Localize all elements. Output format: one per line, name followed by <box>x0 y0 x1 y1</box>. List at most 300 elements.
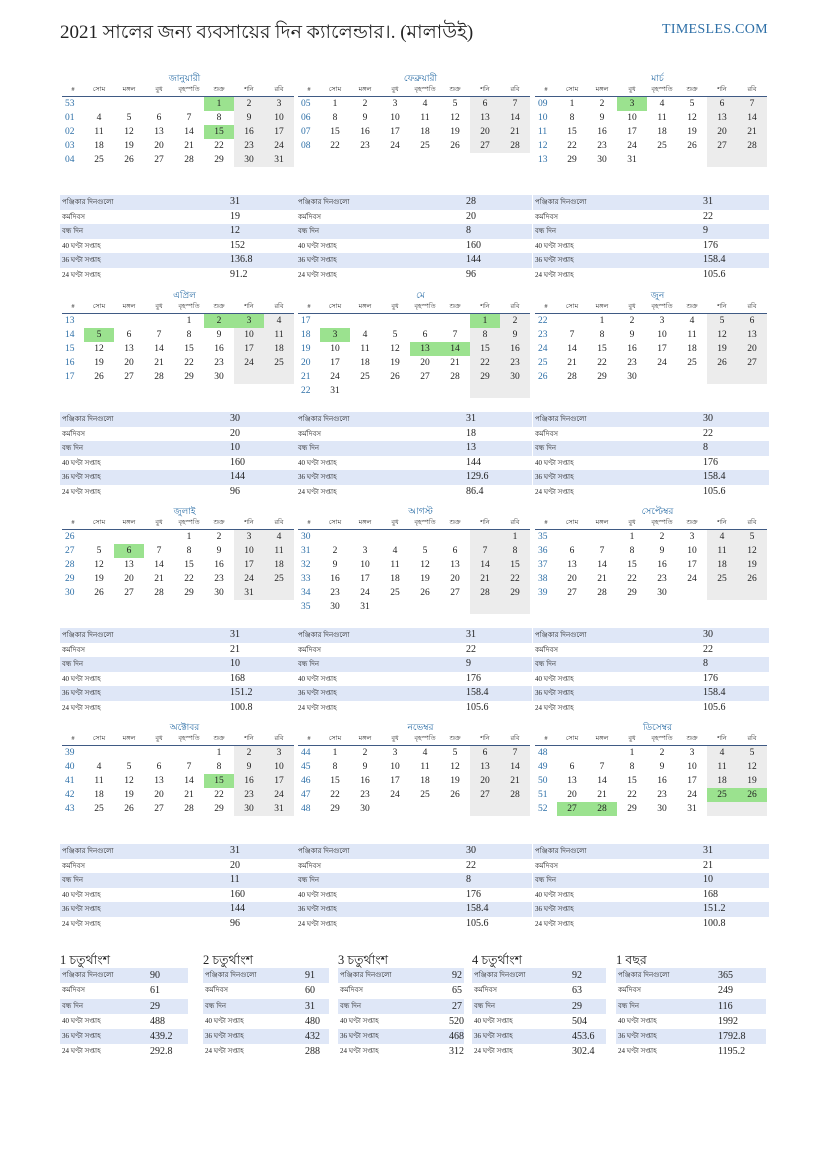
weekday-header: বৃহস্পতি <box>410 301 440 314</box>
day-cell: 14 <box>184 776 194 786</box>
weekday-header: বুধ <box>144 301 174 314</box>
day-cell: 20 <box>737 342 767 356</box>
day-cell: 12 <box>687 113 697 123</box>
week-number: 42 <box>65 790 75 800</box>
weekday-header: বুধ <box>144 733 174 746</box>
empty-cell <box>410 802 440 816</box>
stat-label: 24 ঘণ্টা সপ্তাহ <box>535 703 574 712</box>
stat-label: 36 ঘণ্টা সপ্তাহ <box>298 689 337 697</box>
stat-row <box>533 686 769 701</box>
week-number: 19 <box>301 344 311 354</box>
week-number: 39 <box>65 748 75 758</box>
stat-row <box>60 253 296 268</box>
day-cell: 25 <box>264 572 294 586</box>
stat-label: কর্মদিবস <box>474 986 497 995</box>
stat-row <box>533 657 769 672</box>
day-cell: 26 <box>420 588 430 598</box>
stat-value: 65 <box>452 985 462 997</box>
day-cell: 23 <box>500 356 530 370</box>
day-cell: 20 <box>154 141 164 151</box>
week-number: 30 <box>65 588 75 598</box>
stat-row <box>616 999 766 1014</box>
day-cell: 14 <box>470 558 500 572</box>
stat-row <box>296 224 532 239</box>
day-cell: 23 <box>234 788 264 802</box>
day-cell: 18 <box>360 358 370 368</box>
day-cell: 8 <box>470 328 500 342</box>
week-number: 35 <box>301 602 311 612</box>
day-cell: 20 <box>450 574 460 584</box>
day-cell: 13 <box>450 560 460 570</box>
month-calendar <box>535 72 760 167</box>
quarter-title: 1 চতুর্থাংশ <box>60 953 110 967</box>
day-cell: 30 <box>214 588 224 598</box>
empty-cell <box>264 586 294 600</box>
stat-row <box>296 844 532 859</box>
stat-label: 36 ঘণ্টা সপ্তাহ <box>298 905 337 913</box>
weekday-header: সোম <box>320 84 350 97</box>
day-cell: 13 <box>470 760 500 774</box>
brand-link[interactable]: TIMESLES.COM <box>662 22 768 37</box>
day-cell: 27 <box>124 588 134 598</box>
stat-row <box>296 628 532 643</box>
empty-cell <box>470 600 500 614</box>
stat-value: 31 <box>466 413 476 424</box>
day-cell: 27 <box>470 139 500 153</box>
stat-value: 21 <box>230 643 240 655</box>
stat-value: 105.6 <box>466 701 489 713</box>
day-cell: 1 <box>216 748 222 758</box>
stat-label: কর্মদিবস <box>535 429 558 438</box>
month-grid <box>535 517 760 600</box>
stat-label: পঞ্জিকার দিনগুলো <box>474 971 526 979</box>
stat-label: 24 ঘণ্টা সপ্তাহ <box>340 1047 379 1056</box>
stat-label: কর্মদিবস <box>340 986 363 995</box>
day-cell: 12 <box>737 760 767 774</box>
day-cell: 8 <box>569 113 575 123</box>
stat-label: 40 ঘণ্টা সপ্তাহ <box>62 1016 101 1025</box>
stat-row <box>472 983 606 998</box>
week-number: 17 <box>65 372 75 382</box>
day-cell: 25 <box>657 141 667 151</box>
day-cell: 22 <box>330 790 340 800</box>
day-cell: 7 <box>156 330 162 340</box>
stat-label: কর্মদিবস <box>298 861 321 870</box>
day-cell: 4 <box>264 530 294 544</box>
weekday-header: শুক্র <box>677 517 707 530</box>
day-cell: 15 <box>184 560 194 570</box>
empty-cell <box>380 384 410 398</box>
stat-row <box>60 412 296 427</box>
stat-label: পঞ্জিকার দিনগুলো <box>535 415 587 423</box>
stat-label: পঞ্জিকার দিনগুলো <box>535 847 587 855</box>
day-cell: 21 <box>597 574 607 584</box>
day-cell: 2 <box>659 748 665 758</box>
weekday-header: বৃহস্পতি <box>174 733 204 746</box>
week-number: 31 <box>301 546 311 556</box>
day-cell: 17 <box>360 574 370 584</box>
stat-row <box>533 456 769 471</box>
empty-cell <box>380 600 410 614</box>
day-cell: 9 <box>599 113 605 123</box>
day-cell: 16 <box>597 127 607 137</box>
day-cell: 11 <box>657 113 667 123</box>
day-cell: 12 <box>94 344 104 354</box>
day-cell: 23 <box>234 139 264 153</box>
stat-row <box>533 412 769 427</box>
day-cell: 15 <box>330 776 340 786</box>
month-name: ডিসেম্বর <box>642 722 672 732</box>
stat-label: বন্ধ দিন <box>298 444 320 452</box>
empty-cell <box>174 97 204 111</box>
stat-value: 168 <box>230 672 245 684</box>
day-cell: 26 <box>124 155 134 165</box>
weekday-header: মঙ্গল <box>114 84 144 97</box>
stat-label: কর্মদিবস <box>535 861 558 870</box>
weekday-header: সোম <box>557 84 587 97</box>
stat-row <box>296 888 532 903</box>
day-cell: 30 <box>627 372 637 382</box>
day-cell: 29 <box>627 588 637 598</box>
day-cell: 13 <box>737 328 767 342</box>
stat-label: 36 ঘণ্টা সপ্তাহ <box>205 1032 244 1041</box>
stat-row <box>60 195 296 210</box>
stat-value: 488 <box>150 1015 165 1027</box>
week-number: 45 <box>301 762 311 772</box>
weekday-header: # <box>298 733 320 746</box>
empty-cell <box>470 802 500 816</box>
stat-row <box>533 701 769 716</box>
day-cell: 13 <box>154 127 164 137</box>
day-cell: 29 <box>184 372 194 382</box>
day-cell: 5 <box>452 99 458 109</box>
day-cell: 22 <box>627 790 637 800</box>
stat-value: 105.6 <box>466 917 489 929</box>
day-cell: 11 <box>707 544 737 558</box>
day-cell: 10 <box>234 328 264 342</box>
weekday-header: সোম <box>557 733 587 746</box>
stat-label: 40 ঘণ্টা সপ্তাহ <box>62 674 101 683</box>
weekday-header: শুক্র <box>677 301 707 314</box>
stat-row <box>60 1029 188 1044</box>
stat-label: বন্ধ দিন <box>535 660 557 668</box>
empty-cell <box>470 384 500 398</box>
week-number: 32 <box>301 560 311 570</box>
day-cell: 29 <box>330 804 340 814</box>
stat-value: 144 <box>466 254 481 265</box>
stat-value: 9 <box>466 658 471 669</box>
day-cell: 26 <box>390 372 400 382</box>
day-cell: 2 <box>659 532 665 542</box>
stat-label: পঞ্জিকার দিনগুলো <box>298 198 350 206</box>
day-cell: 21 <box>154 574 164 584</box>
stat-value: 292.8 <box>150 1046 173 1058</box>
stat-value: 61 <box>150 985 160 997</box>
weekday-header: মঙ্গল <box>114 301 144 314</box>
quarter-stats <box>472 968 606 1060</box>
month-calendar <box>298 721 523 816</box>
day-cell: 4 <box>659 99 665 109</box>
day-cell: 1 <box>470 314 500 328</box>
empty-cell <box>84 746 114 760</box>
stat-label: পঞ্জিকার দিনগুলো <box>535 631 587 639</box>
stat-label: 40 ঘণ্টা সপ্তাহ <box>618 1016 657 1025</box>
day-cell: 10 <box>627 113 637 123</box>
day-cell: 13 <box>567 776 577 786</box>
day-cell: 3 <box>234 530 264 544</box>
day-cell: 18 <box>264 558 294 572</box>
day-cell: 20 <box>420 358 430 368</box>
weekday-header: শুক্র <box>440 733 470 746</box>
week-number: 03 <box>65 141 75 151</box>
empty-cell <box>707 802 737 816</box>
stat-label: 36 ঘণ্টা সপ্তাহ <box>535 689 574 697</box>
stat-label: 24 ঘণ্টা সপ্তাহ <box>298 270 337 279</box>
quarter-title: 2 চতুর্থাংশ <box>203 953 253 967</box>
day-cell: 7 <box>569 330 575 340</box>
day-cell: 2 <box>234 97 264 111</box>
weekday-header: শুক্র <box>440 84 470 97</box>
stat-label: 40 ঘণ্টা সপ্তাহ <box>298 674 337 683</box>
day-cell: 12 <box>124 127 134 137</box>
quarter-title: 3 চতুর্থাংশ <box>338 953 388 967</box>
stat-value: 86.4 <box>466 485 484 497</box>
stat-value: 19 <box>230 210 240 222</box>
day-cell: 29 <box>214 155 224 165</box>
month-calendar <box>535 721 760 816</box>
weekday-header: শুক্র <box>204 733 234 746</box>
weekday-header: বুধ <box>617 84 647 97</box>
month-calendar <box>535 289 760 384</box>
stat-value: 158.4 <box>703 471 726 482</box>
stat-row <box>60 917 296 932</box>
weekday-header: বুধ <box>380 517 410 530</box>
empty-cell <box>737 153 767 167</box>
month-grid <box>535 733 760 816</box>
week-number: 13 <box>65 316 75 326</box>
stat-row <box>60 239 296 254</box>
day-cell: 6 <box>470 97 500 111</box>
week-number: 01 <box>65 113 75 123</box>
day-cell: 24 <box>627 141 637 151</box>
day-cell: 15 <box>500 558 530 572</box>
stat-row <box>296 412 532 427</box>
stat-value: 160 <box>466 239 481 251</box>
week-number: 22 <box>538 316 548 326</box>
empty-cell <box>647 370 677 384</box>
weekday-header: বুধ <box>380 733 410 746</box>
day-cell: 6 <box>737 314 767 328</box>
day-cell: 23 <box>657 790 667 800</box>
day-cell: 22 <box>597 358 607 368</box>
day-cell: 29 <box>214 804 224 814</box>
stat-row <box>533 902 769 917</box>
day-cell: 22 <box>627 574 637 584</box>
stat-label: 40 ঘণ্টা সপ্তাহ <box>298 890 337 899</box>
stat-value: 20 <box>230 427 240 439</box>
day-cell: 23 <box>330 588 340 598</box>
day-cell: 24 <box>264 139 294 153</box>
stat-label: 40 ঘণ্টা সপ্তাহ <box>298 458 337 467</box>
week-number: 25 <box>538 358 548 368</box>
week-number: 47 <box>301 790 311 800</box>
day-cell: 7 <box>186 762 192 772</box>
day-cell: 30 <box>657 804 667 814</box>
day-cell: 28 <box>500 139 530 153</box>
empty-cell <box>410 600 440 614</box>
stat-value: 158.4 <box>703 254 726 265</box>
weekday-header: বৃহস্পতি <box>647 301 677 314</box>
week-number: 21 <box>301 372 311 382</box>
stat-row <box>203 1029 329 1044</box>
day-cell: 12 <box>124 776 134 786</box>
day-cell: 1 <box>599 316 605 326</box>
day-cell: 28 <box>184 155 194 165</box>
day-cell: 15 <box>470 342 500 356</box>
day-cell: 22 <box>470 356 500 370</box>
day-cell: 15 <box>204 125 234 139</box>
stat-row <box>472 1014 606 1029</box>
quarter-stats <box>60 968 188 1060</box>
day-cell: 24 <box>360 588 370 598</box>
stat-row <box>296 859 532 874</box>
stat-label: পঞ্জিকার দিনগুলো <box>298 847 350 855</box>
day-cell: 14 <box>154 344 164 354</box>
day-cell: 31 <box>264 153 294 167</box>
stat-label: 24 ঘণ্টা সপ্তাহ <box>62 1047 101 1056</box>
stat-row <box>472 1044 606 1059</box>
day-cell: 12 <box>390 344 400 354</box>
stat-value: 90 <box>150 970 160 981</box>
day-cell: 22 <box>567 141 577 151</box>
month-grid <box>62 84 287 167</box>
month-grid <box>62 733 287 816</box>
day-cell: 21 <box>450 358 460 368</box>
stat-value: 116 <box>718 1000 733 1012</box>
stat-value: 20 <box>230 859 240 871</box>
stat-row <box>60 1014 188 1029</box>
weekday-header: শুক্র <box>204 301 234 314</box>
stat-value: 136.8 <box>230 254 253 265</box>
day-cell: 20 <box>470 125 500 139</box>
day-cell: 23 <box>597 141 607 151</box>
day-cell: 13 <box>124 560 134 570</box>
day-cell: 19 <box>737 558 767 572</box>
stat-row <box>533 888 769 903</box>
day-cell: 22 <box>184 574 194 584</box>
stat-label: 40 ঘণ্টা সপ্তাহ <box>535 241 574 250</box>
day-cell: 29 <box>627 804 637 814</box>
day-cell: 26 <box>450 790 460 800</box>
day-cell: 20 <box>567 574 577 584</box>
stat-row <box>616 1014 766 1029</box>
stat-label: 24 ঘণ্টা সপ্তাহ <box>535 919 574 928</box>
week-number: 26 <box>538 372 548 382</box>
week-number: 38 <box>538 574 548 584</box>
day-cell: 9 <box>362 762 368 772</box>
day-cell: 10 <box>330 344 340 354</box>
day-cell: 20 <box>470 774 500 788</box>
stat-value: 60 <box>305 985 315 997</box>
stat-value: 100.8 <box>230 701 253 713</box>
day-cell: 29 <box>500 586 530 600</box>
day-cell: 5 <box>84 328 114 342</box>
day-cell: 23 <box>360 141 370 151</box>
month-name: মে <box>416 290 425 300</box>
stat-row <box>296 657 532 672</box>
weekday-header: # <box>62 301 84 314</box>
day-cell: 11 <box>264 544 294 558</box>
day-cell: 10 <box>687 762 697 772</box>
stat-row <box>60 686 296 701</box>
empty-cell <box>410 530 440 544</box>
day-cell: 6 <box>126 330 132 340</box>
weekday-header: মঙ্গল <box>114 733 144 746</box>
day-cell: 19 <box>420 574 430 584</box>
day-cell: 28 <box>154 588 164 598</box>
day-cell: 15 <box>330 127 340 137</box>
weekday-header: শনি <box>470 301 500 314</box>
day-cell: 9 <box>629 330 635 340</box>
day-cell: 30 <box>597 155 607 165</box>
day-cell: 31 <box>330 386 340 396</box>
day-cell: 10 <box>390 113 400 123</box>
stat-value: 8 <box>466 225 471 236</box>
stat-label: বন্ধ দিন <box>298 660 320 668</box>
stat-row <box>533 210 769 225</box>
empty-cell <box>500 384 530 398</box>
weekday-header: মঙ্গল <box>587 733 617 746</box>
month-stats <box>533 195 769 282</box>
week-number: 27 <box>65 546 75 556</box>
month-calendar <box>298 289 523 398</box>
day-cell: 27 <box>124 372 134 382</box>
day-cell: 6 <box>470 746 500 760</box>
month-name: মার্চ <box>651 73 664 83</box>
stat-label: পঞ্জিকার দিনগুলো <box>62 415 114 423</box>
day-cell: 2 <box>216 532 222 542</box>
empty-cell <box>380 530 410 544</box>
day-cell: 2 <box>234 746 264 760</box>
weekday-header: বৃহস্পতি <box>410 84 440 97</box>
stat-value: 144 <box>466 456 481 468</box>
stat-row <box>472 968 606 983</box>
stat-label: 24 ঘণ্টা সপ্তাহ <box>205 1047 244 1056</box>
quarter-title: 1 বছর <box>616 953 647 967</box>
day-cell: 25 <box>707 572 737 586</box>
stat-row <box>296 195 532 210</box>
day-cell: 17 <box>687 560 697 570</box>
stat-value: 302.4 <box>572 1046 595 1058</box>
stat-label: 40 ঘণ্টা সপ্তাহ <box>62 458 101 467</box>
week-number: 37 <box>538 560 548 570</box>
stat-value: 176 <box>466 672 481 684</box>
stat-row <box>296 672 532 687</box>
empty-cell <box>144 530 174 544</box>
day-cell: 13 <box>124 344 134 354</box>
weekday-header: বৃহস্পতি <box>410 733 440 746</box>
day-cell: 8 <box>629 546 635 556</box>
day-cell: 4 <box>96 762 102 772</box>
stat-row <box>296 873 532 888</box>
month-stats <box>533 412 769 499</box>
week-number: 16 <box>65 358 75 368</box>
stat-label: পঞ্জিকার দিনগুলো <box>618 971 670 979</box>
day-cell: 24 <box>390 141 400 151</box>
day-cell: 29 <box>470 370 500 384</box>
page-title: 2021 সালের জন্য ব্যবসায়ের দিন ক্যালেন্ডার।. (মালাউই) <box>60 22 474 43</box>
stat-label: বন্ধ দিন <box>340 1001 362 1010</box>
